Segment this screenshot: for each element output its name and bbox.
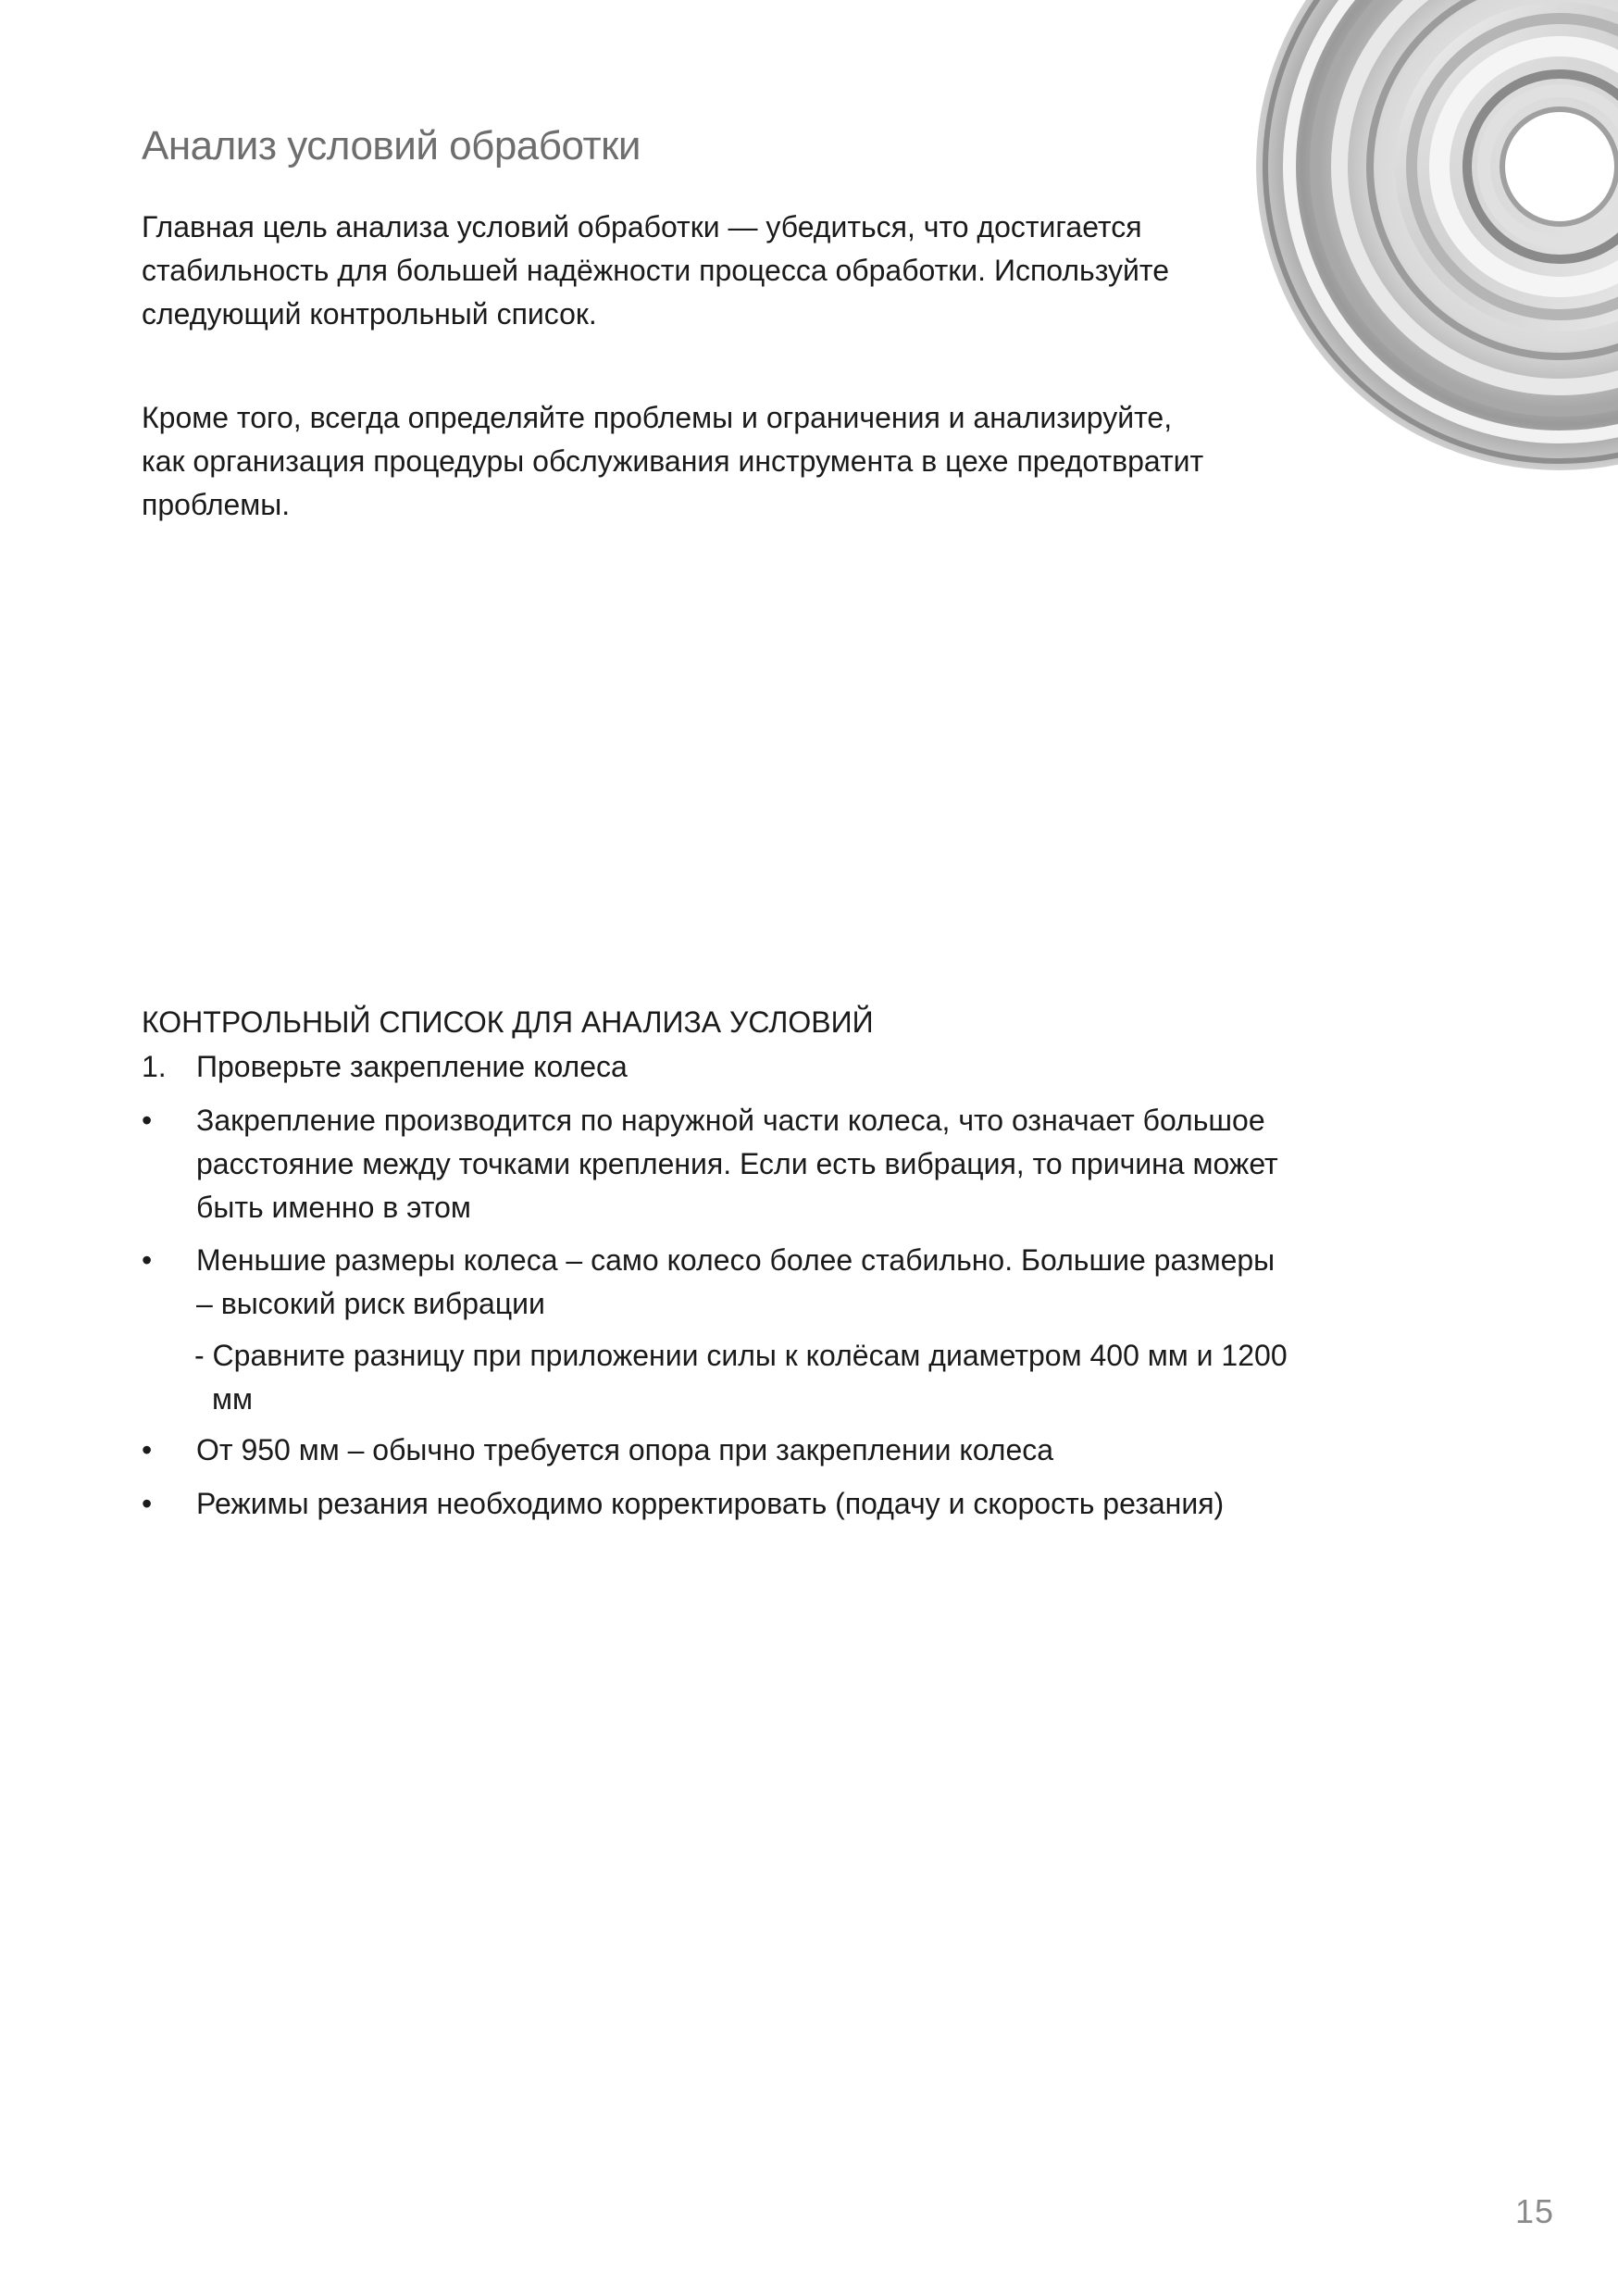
bullet-icon: •	[142, 1243, 153, 1277]
checklist-item-text: Закрепление производится по наружной части колеса, что означает большое расстояние между точками крепления. Если есть вибрация, то причина может быть именно в этом	[196, 1104, 1278, 1224]
intro-paragraph-2: Кроме того, всегда определяйте проблемы и ограничения и анализируйте, как организация процедуры обслуживания инструмента в цехе предотвратит проблемы.	[142, 401, 1204, 521]
checklist-item	[142, 1429, 1299, 1472]
page-title: Анализ условий обработки	[142, 123, 641, 168]
page-number: 15	[1515, 2192, 1555, 2230]
bullet-icon: •	[142, 1433, 153, 1466]
checklist-item	[142, 1239, 1299, 1326]
checklist-item-text: От 950 мм – обычно требуется опора при закреплении колеса	[196, 1433, 1054, 1466]
checklist-item	[142, 1482, 1299, 1526]
checklist-item	[142, 1099, 1299, 1229]
bullet-icon: •	[142, 1487, 153, 1520]
checklist-title: КОНТРОЛЬНЫЙ СПИСОК ДЛЯ АНАЛИЗА УСЛОВИЙ	[142, 1005, 874, 1039]
checklist-item-text: Меньшие размеры колеса – само колесо более стабильно. Большие размеры – высокий риск вибрации	[196, 1243, 1276, 1320]
checklist-item-text: Проверьте закрепление колеса	[196, 1050, 628, 1083]
checklist-item	[142, 1045, 1299, 1089]
checklist-subitem	[142, 1334, 1299, 1421]
bullet-icon: •	[142, 1104, 153, 1137]
checklist-item-text: Режимы резания необходимо корректировать (подачу и скорость резания)	[196, 1487, 1225, 1520]
intro-paragraph: Главная цель анализа условий обработки — убедиться, что достигается стабильность для большей надёжности процесса обработки. Используйте следующий контрольный список.	[142, 210, 1169, 331]
list-number: 1.	[142, 1050, 167, 1083]
metal-wheel-image	[1254, 0, 1618, 505]
checklist-subitem-text: - Сравните разницу при приложении силы к колёсам диаметром 400 мм и 1200 мм	[194, 1339, 1288, 1416]
